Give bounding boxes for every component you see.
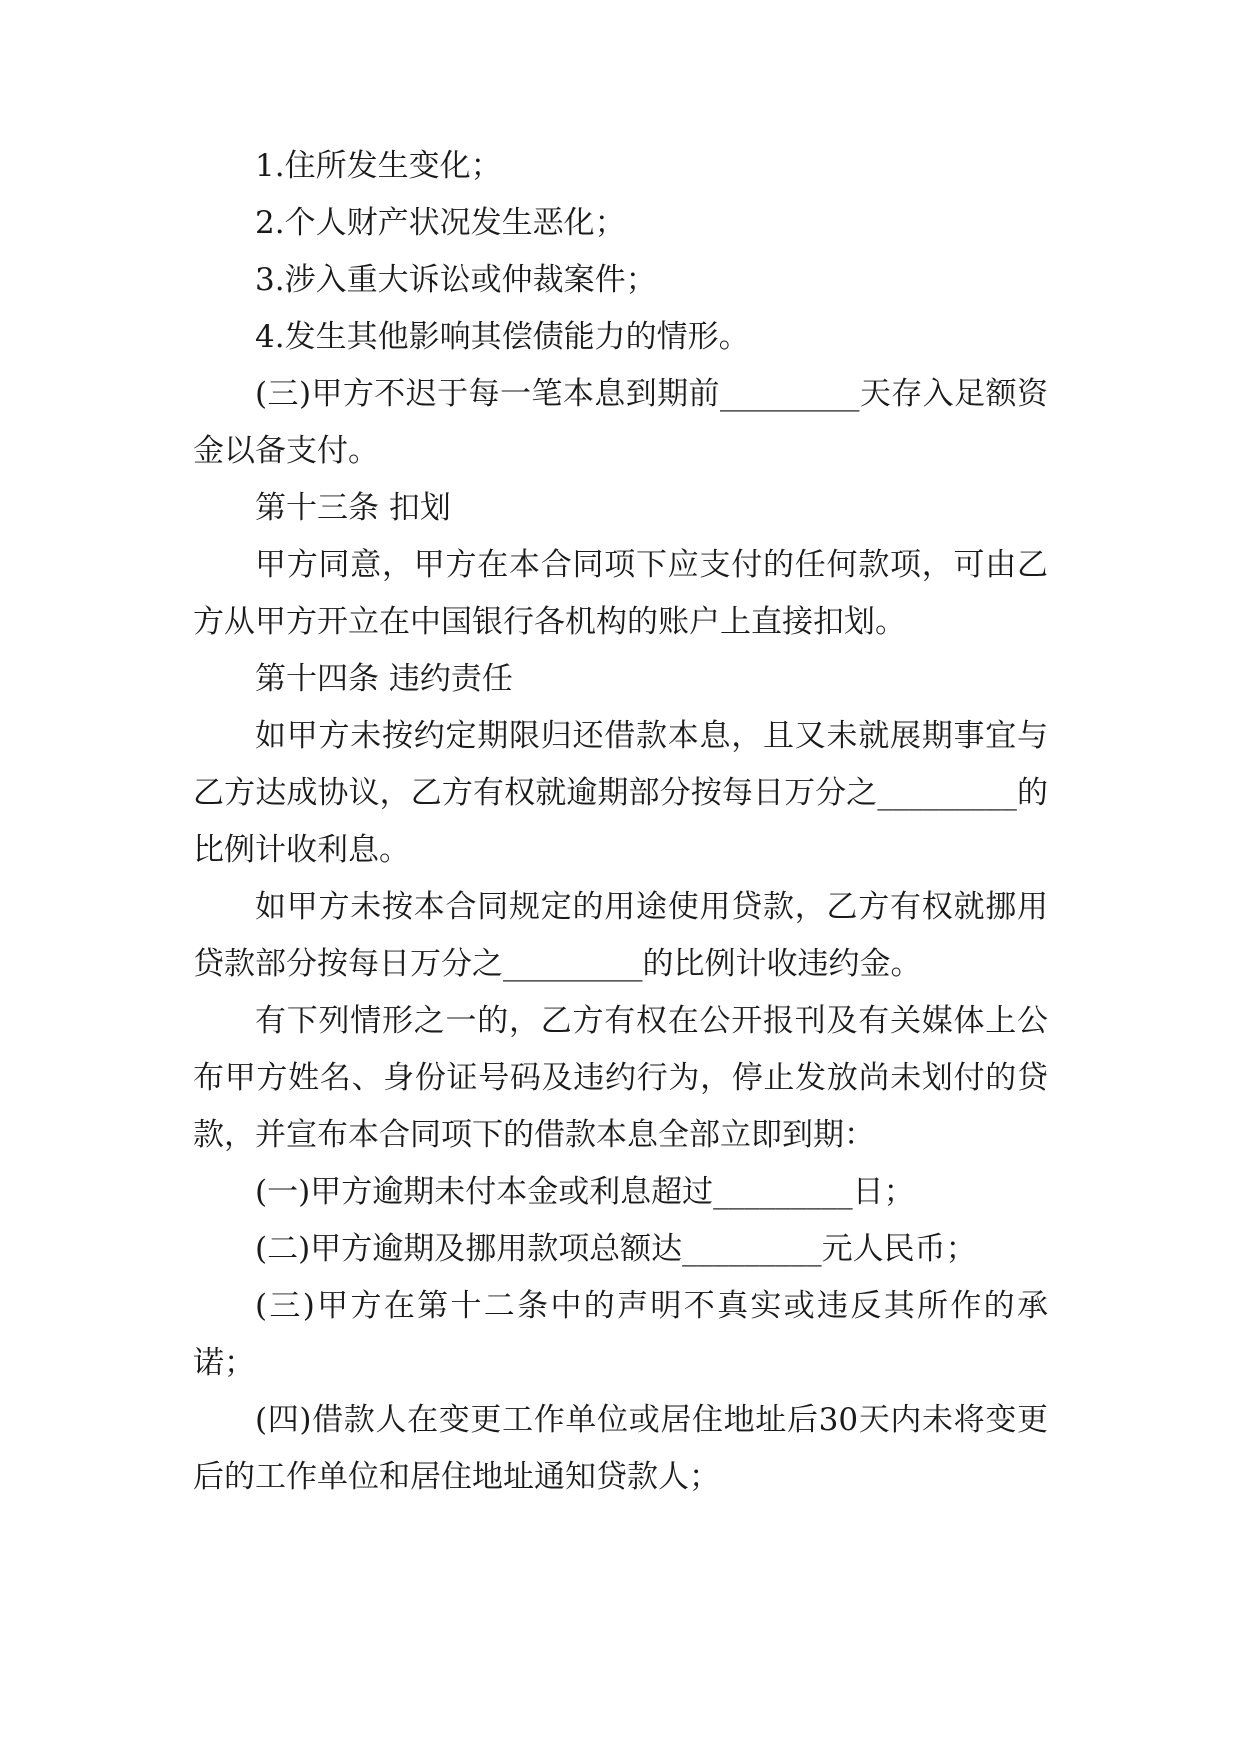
list-item-3: 3.涉入重大诉讼或仲裁案件； [255,262,657,298]
clause-item-3: (三)甲方不迟于每一笔本息到期前_________天存入足额资金以备支付。 [193,376,1048,469]
list-item-1: 1.住所发生变化； [255,148,502,184]
list-item-4: 4.发生其他影响其偿债能力的情形。 [255,319,750,355]
article-13-body: 甲方同意，甲方在本合同项下应支付的任何款项，可由乙方从甲方开立在中国银行各机构的账户上直接扣划。 [193,547,1048,640]
article-14-para-2: 如甲方未按本合同规定的用途使用贷款，乙方有权就挪用贷款部分按每日万分之_________的比例计收违约金。 [193,889,1048,982]
article-14-para-3: 有下列情形之一的，乙方有权在公开报刊及有关媒体上公布甲方姓名、身份证号码及违约行为，停止发放尚未划付的贷款，并宣布本合同项下的借款本息全部立即到期： [193,1003,1048,1153]
article-14-para-1: 如甲方未按约定期限归还借款本息，且又未就展期事宜与乙方达成协议，乙方有权就逾期部分按每日万分之_________的比例计收利息。 [193,718,1048,868]
list-item-2: 2.个人财产状况发生恶化； [255,205,626,241]
breach-item-2: (二)甲方逾期及挪用款项总额达_________元人民币； [255,1231,977,1267]
breach-item-4: (四)借款人在变更工作单位或居住地址后30天内未将变更后的工作单位和居住地址通知贷款人； [193,1402,1048,1495]
article-13-heading: 第十三条 扣划 [255,490,451,526]
article-14-heading: 第十四条 违约责任 [255,661,513,697]
breach-item-1: (一)甲方逾期未付本金或利息超过_________日； [255,1174,915,1210]
breach-item-3: (三)甲方在第十二条中的声明不真实或违反其所作的承诺； [193,1288,1048,1381]
